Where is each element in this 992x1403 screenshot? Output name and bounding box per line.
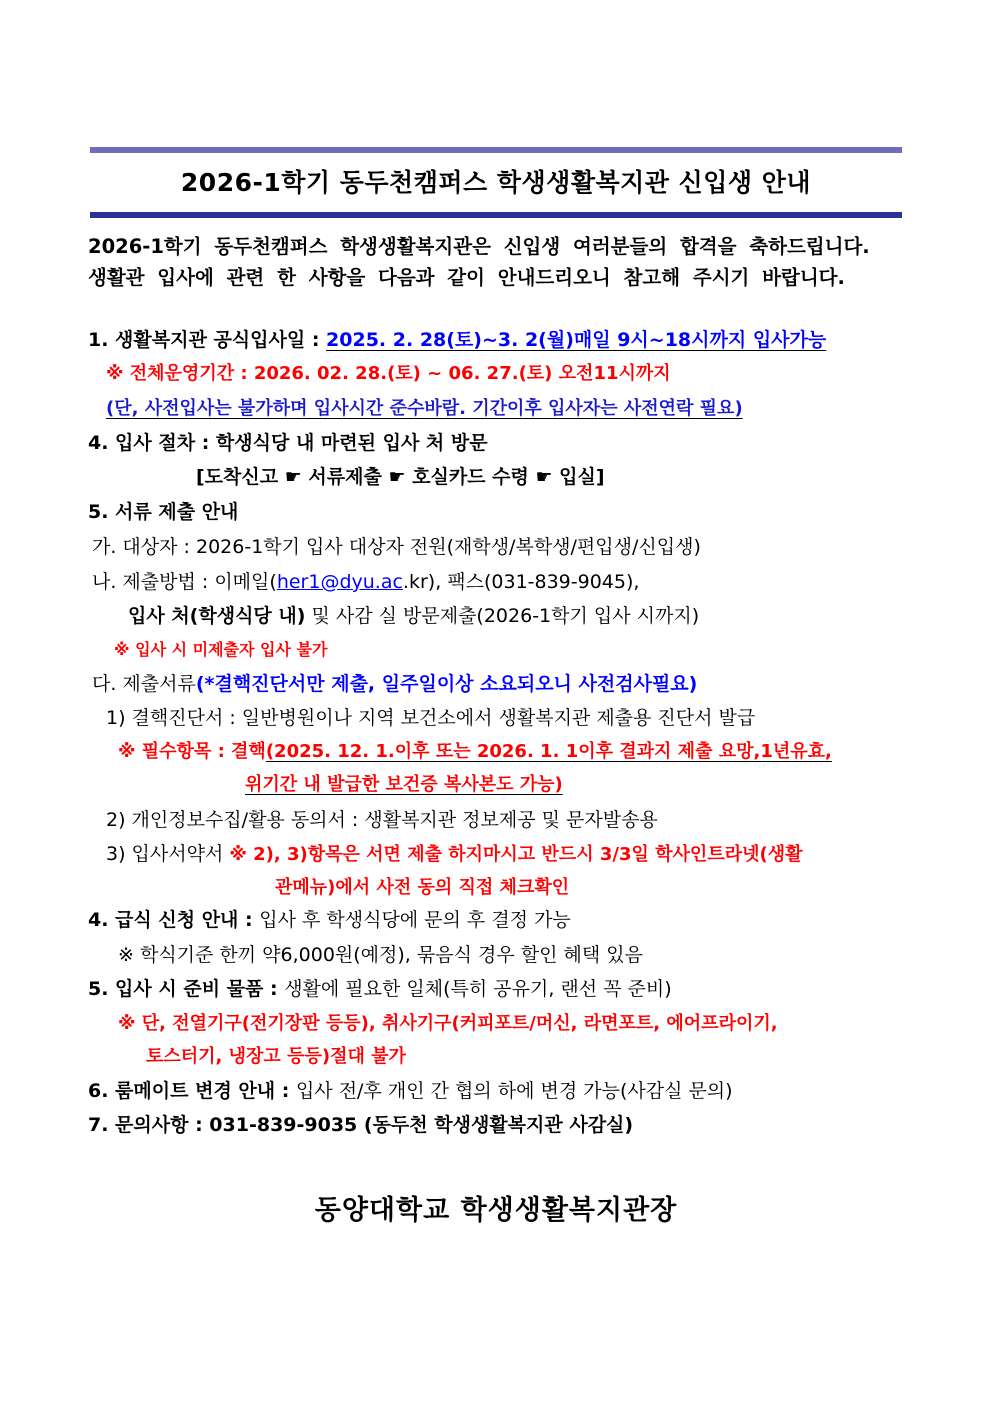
documents-label: 5. 서류 제출 안내 [88,501,239,523]
tb-required-row [118,739,832,765]
supplies-warning-2: 토스터기, 냉장고 등등)절대 불가 [146,1046,406,1067]
roommate-label: 6. 룸메이트 변경 안내 : [88,1080,296,1102]
procedure-step-4: 입실] [559,466,605,488]
procedure-step-1: [도착신고 [196,466,279,488]
roommate-value: 입사 전/후 개인 간 협의 하에 변경 가능(사감실 문의) [295,1080,733,1102]
documents-method-row [92,569,639,595]
email-link[interactable]: her1@dyu.ac [276,571,403,593]
documents-list-note: (*결핵진단서만 제출, 일주일이상 소요되오니 사전검사필요) [195,673,698,695]
documents-target-label: 가. 대상자 : [92,536,196,558]
document-item-3-label: 3) 입사서약서 [106,843,230,865]
documents-method-row-2 [128,603,699,629]
move-in-date-label: 1. 생활복지관 공식입사일 : [88,329,327,351]
tb-required-label: ※ 필수항목 : 결핵 [118,741,266,762]
document-item-3-note-2: 관메뉴)에서 사전 동의 직접 체크확인 [275,877,570,898]
tb-required-detail-2: 위기간 내 발급한 보건증 복사본도 가능) [245,774,563,795]
pointing-hand-icon: ☛ [388,466,406,488]
supplies-row [88,976,672,1002]
documents-missing-warning: ※ 입사 시 미제출자 입사 불가 [114,640,328,659]
supplies-label: 5. 입사 시 준비 물품 : [88,978,285,1000]
document-item-2: 2) 개인정보수집/활용 동의서 : 생활복지관 정보제공 및 문자발송용 [106,809,658,831]
supplies-warning-1: ※ 단, 전열기구(전기장판 등등), 취사기구(커피포트/머신, 라면포트, 에어프라이기, [118,1013,778,1034]
document-item-1: 1) 결핵진단서 : 일반병원이나 지역 보건소에서 생활복지관 제출용 진단서 발급 [106,707,756,729]
pointing-hand-icon: ☛ [535,466,553,488]
move-in-date-row [88,327,826,353]
meal-label: 4. 급식 신청 안내 : [88,909,260,931]
signature: 동양대학교 학생생활복지관장 [314,1195,678,1226]
document-item-3-note-1: ※ 2), 3)항목은 서면 제출 하지마시고 반드시 3/3일 학사인트라넷(생활 [229,844,803,865]
procedure-label: 4. 입사 절차 : 학생식당 내 마련된 입사 처 방문 [88,432,488,454]
page-title: 2026-1학기 동두천캠퍼스 학생생활복지관 신입생 안내 [180,168,812,197]
roommate-row [88,1078,733,1104]
meal-value: 입사 후 학생식당에 문의 후 결정 가능 [259,909,571,931]
top-rule [90,147,902,153]
documents-method-label: 나. 제출방법 : 이메일( [92,571,277,593]
title-bottom-rule [90,212,902,218]
contact-info: 7. 문의사항 : 031-839-9035 (동두천 학생생활복지관 사감실) [88,1114,634,1136]
operation-period-note: ※ 전체운영기간 : 2026. 02. 28.(토) ~ 06. 27.(토) 오전11시까지 [106,363,671,384]
documents-method-visit: 및 사감 실 방문제출(2026-1학기 입사 시까지) [305,605,700,627]
tb-required-detail-1: (2025. 12. 1.이후 또는 2026. 1. 1이후 결과지 제출 요망,1년유효, [265,741,832,762]
documents-target-row [92,534,701,560]
move-in-caution: (단, 사전입사는 불가하며 입사시간 준수바람. 기간이후 입사자는 사전연락 필요) [106,398,743,419]
pointing-hand-icon: ☛ [284,466,302,488]
document-item-3-row [106,841,803,868]
documents-method-office: 입사 처(학생식당 내) [128,605,306,627]
meal-row [88,907,571,933]
procedure-step-2: 서류제출 [308,466,382,488]
procedure-step-3: 호실카드 수령 [412,466,529,488]
documents-target-value: 2026-1학기 입사 대상자 전원(재학생/복학생/편입생/신입생) [195,536,701,558]
meal-note: ※ 학식기준 한끼 약6,000원(예정), 묶음식 경우 할인 혜택 있음 [118,944,643,966]
documents-list-row [92,671,697,697]
move-in-date-value: 2025. 2. 28(토)~3. 2(월)매일 9시~18시까지 입사가능 [326,329,827,351]
intro-line-1: 2026-1학기 동두천캠퍼스 학생생활복지관은 신입생 여러분들의 합격을 축하드립니다. [88,235,870,258]
procedure-steps [196,464,605,490]
intro-line-2: 생활관 입사에 관련 한 사항을 다음과 같이 안내드리오니 참고해 주시기 바랍니다. [88,266,845,289]
documents-method-email-suffix: .kr), 팩스(031-839-9045), [402,571,640,593]
supplies-value: 생활에 필요한 일체(특히 공유기, 랜선 꼭 준비) [284,978,672,1000]
documents-list-label: 다. 제출서류 [92,673,196,695]
